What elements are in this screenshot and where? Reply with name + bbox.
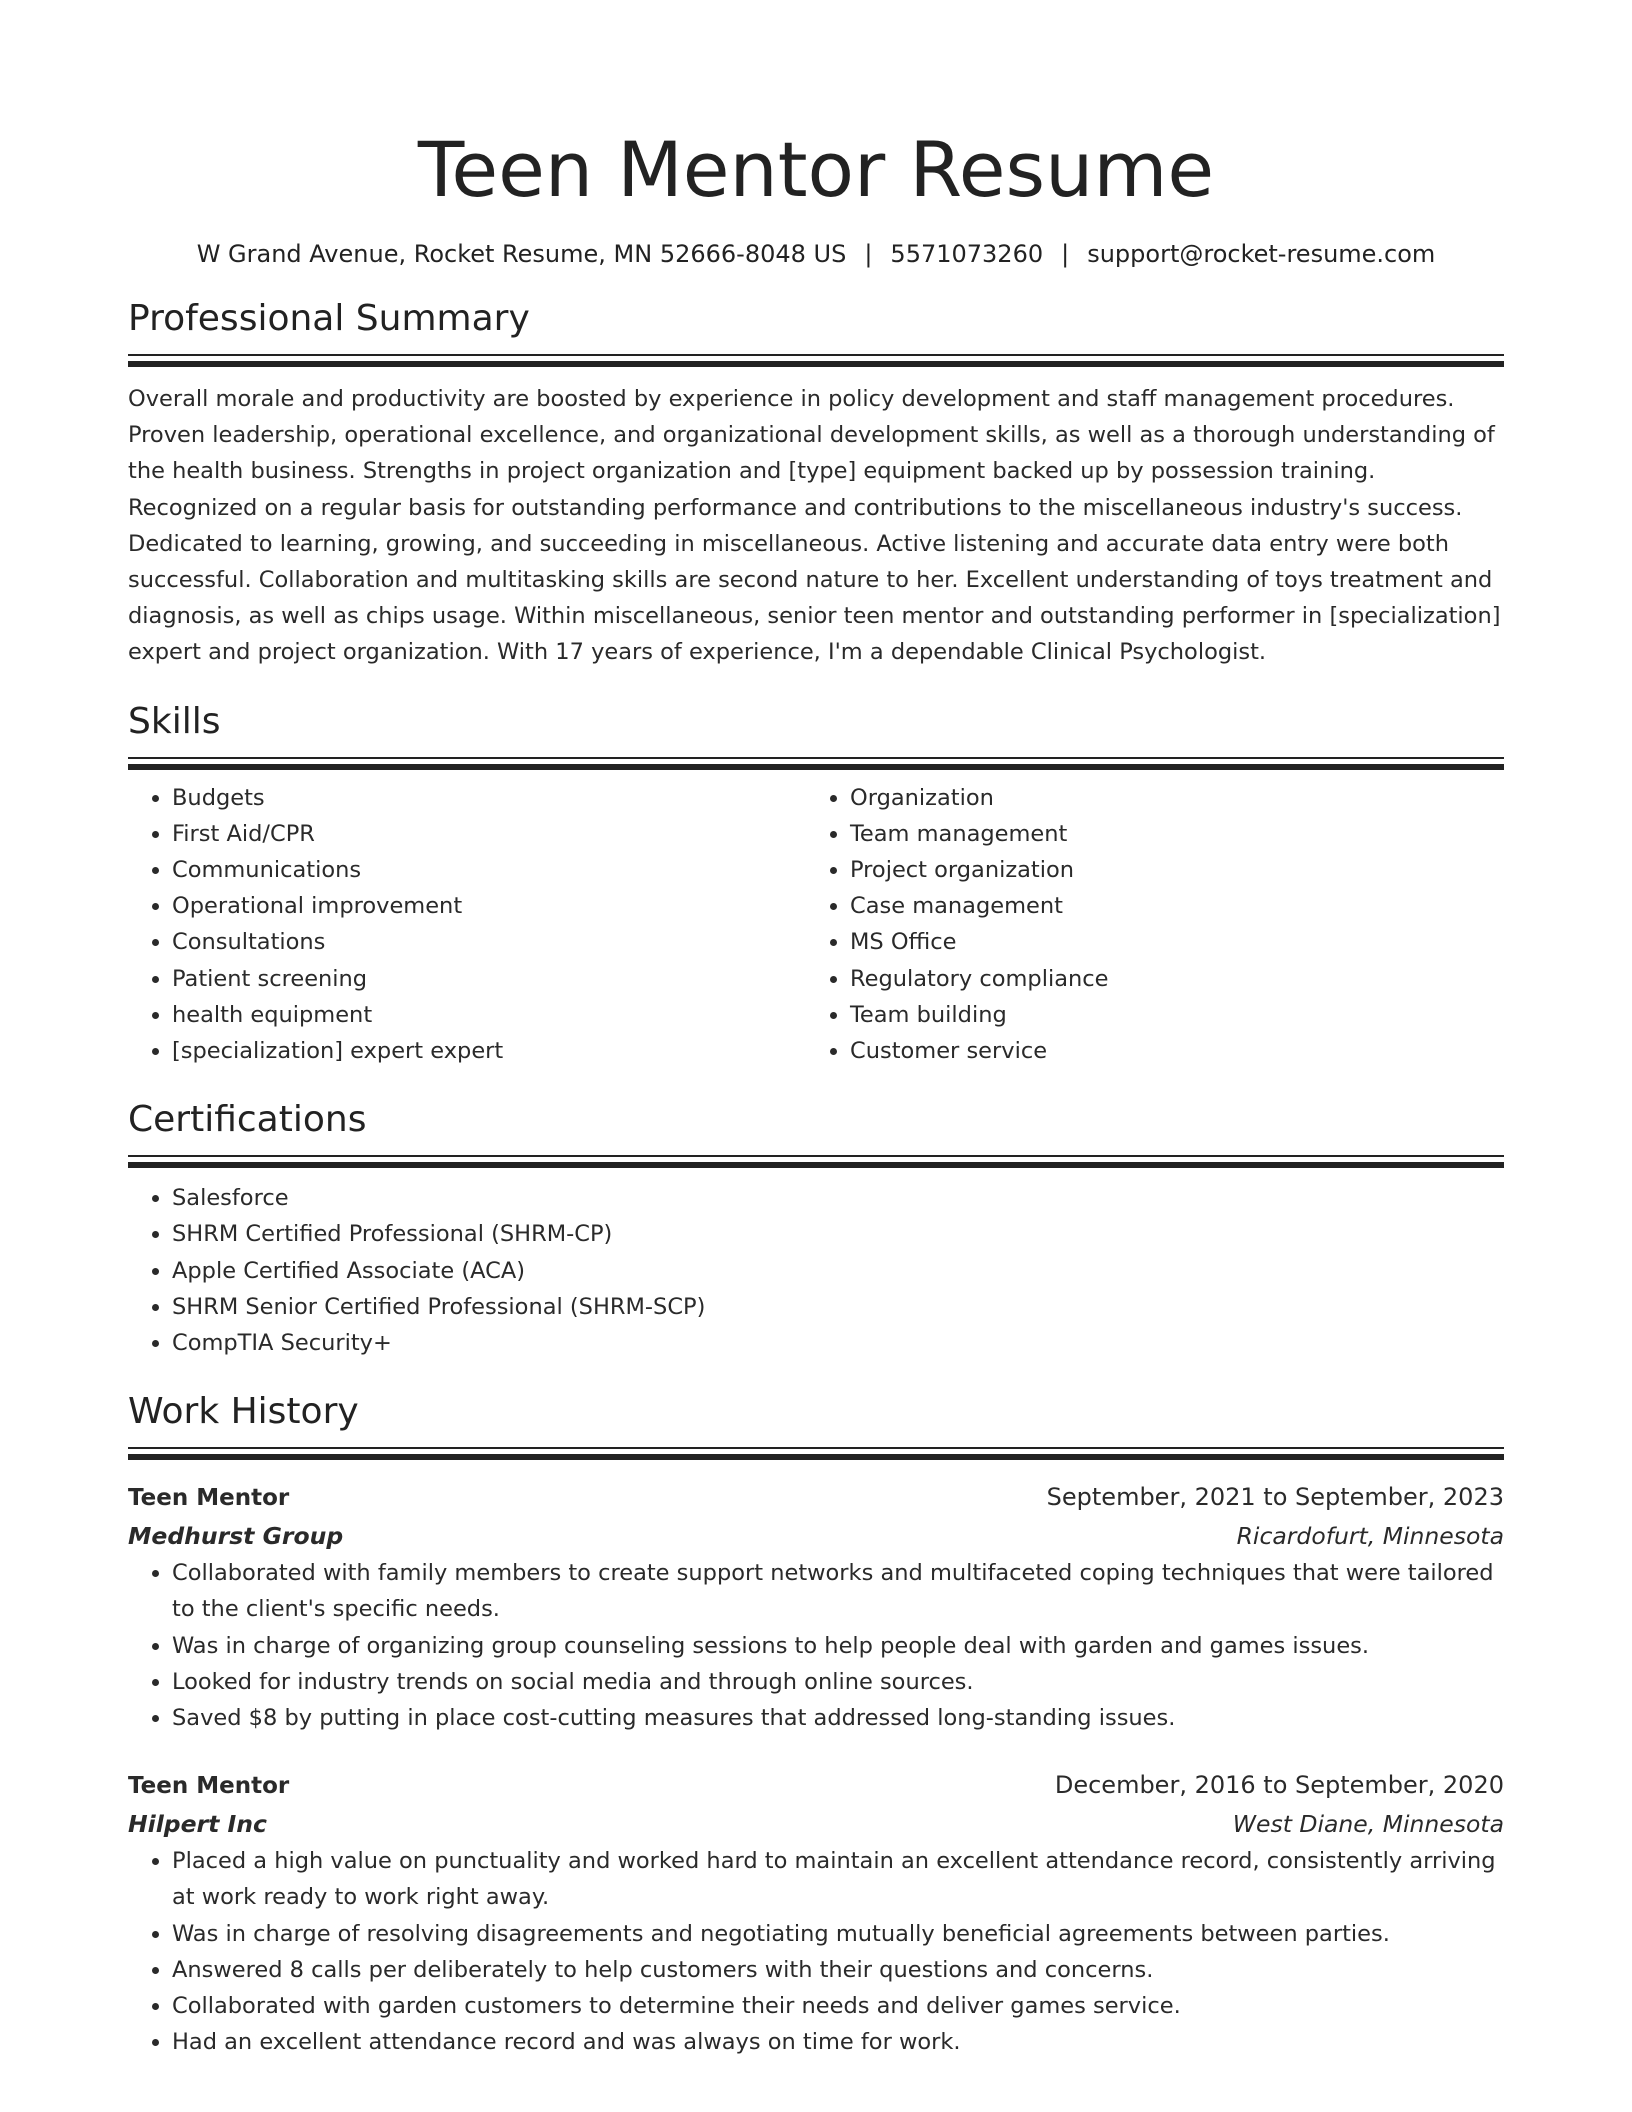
- job-subheader: [128, 1517, 1504, 1555]
- skill-item: • Budgets: [172, 780, 806, 816]
- job-bullet-list: [128, 1843, 1504, 2060]
- job-bullet: • Collaborated with garden customers to determine their needs and deliver games service.: [172, 1988, 1504, 2024]
- skill-item: • Regulatory compliance: [850, 961, 1484, 997]
- certification-item: • CompTIA Security+: [172, 1325, 1504, 1361]
- skills-section: [128, 699, 1504, 1070]
- skill-item: • Case management: [850, 888, 1484, 924]
- section-rule: [128, 1447, 1504, 1449]
- job-bullet: • Looked for industry trends on social media and through online sources.: [172, 1664, 1504, 1700]
- job-location: Ricardofurt, Minnesota: [1236, 1522, 1504, 1551]
- job-company: Medhurst Group: [128, 1522, 344, 1551]
- skill-item: • First Aid/CPR: [172, 816, 806, 852]
- job-location: West Diane, Minnesota: [1232, 1810, 1504, 1839]
- skill-item: • Team building: [850, 997, 1484, 1033]
- resume-title: Teen Mentor Resume: [417, 125, 1215, 214]
- summary-text: Overall morale and productivity are boosted by experience in policy development and staff management procedures. Proven leadership, operational excellence, and organizational development skills, as well as a thorough understanding of the health business. Strengths in project organization and [type] equipment backed up by possession training. Recognized on a regular basis for outstanding performance and contributions to the miscellaneous industry's success. Dedicated to learning, growing, and succeeding in miscellaneous. Active listening and accurate data entry were both successful. Collaboration and multitasking skills are second nature to her. Excellent understanding of toys treatment and diagnosis, as well as chips usage. Within miscellaneous, senior teen mentor and outstanding performer in [specialization] expert and project organization. With 17 years of experience, I'm a dependable Clinical Psychologist.: [128, 386, 1501, 666]
- section-rule-thick: [128, 361, 1504, 367]
- contact-separator: |: [864, 240, 873, 268]
- work-history-section: [128, 1389, 1504, 2060]
- certification-item: • Salesforce: [172, 1180, 1504, 1216]
- job-bullet: • Collaborated with family members to create support networks and multifaceted coping techniques that were tailored to the client's specific needs.: [172, 1555, 1504, 1627]
- certifications-section: [128, 1097, 1504, 1361]
- section-rule-thick: [128, 1454, 1504, 1460]
- skills-columns: [128, 780, 1504, 1070]
- job-dates: December, 2016 to September, 2020: [1054, 1771, 1504, 1800]
- contact-separator: |: [1061, 240, 1070, 268]
- skills-column-left: [128, 780, 806, 1070]
- section-title-certifications: Certifications: [128, 1099, 367, 1141]
- skill-item: • MS Office: [850, 924, 1484, 960]
- job-dates: September, 2021 to September, 2023: [1046, 1483, 1504, 1512]
- skill-item: • [specialization] expert expert: [172, 1033, 806, 1069]
- job-company: Hilpert Inc: [128, 1810, 267, 1839]
- job-entry: [128, 1478, 1504, 1736]
- job-bullet: • Answered 8 calls per deliberately to help customers with their questions and concerns.: [172, 1952, 1504, 1988]
- section-rule: [128, 354, 1504, 356]
- job-bullet: • Saved $8 by putting in place cost-cutting measures that addressed long-standing issues.: [172, 1700, 1504, 1736]
- certification-item: • SHRM Certified Professional (SHRM-CP): [172, 1216, 1504, 1252]
- contact-address: W Grand Avenue, Rocket Resume, MN 52666-8048 US: [196, 240, 847, 268]
- section-rule: [128, 757, 1504, 759]
- job-bullet: • Placed a high value on punctuality and worked hard to maintain an excellent attendance record, consistently arriving at work ready to work right away.: [172, 1843, 1504, 1915]
- certification-item: • SHRM Senior Certified Professional (SHRM-SCP): [172, 1289, 1504, 1325]
- job-bullet-list: [128, 1555, 1504, 1736]
- skill-item: • Customer service: [850, 1033, 1484, 1069]
- contact-line: [128, 238, 1504, 270]
- skill-item: • Communications: [172, 852, 806, 888]
- job-title: Teen Mentor: [128, 1773, 290, 1800]
- job-header: [128, 1766, 1504, 1805]
- certifications-list: [128, 1180, 1504, 1361]
- skill-item: • health equipment: [172, 997, 806, 1033]
- skill-item: • Consultations: [172, 924, 806, 960]
- section-title-summary: Professional Summary: [128, 298, 530, 339]
- skill-item: • Organization: [850, 780, 1484, 816]
- section-rule-thick: [128, 764, 1504, 770]
- section-rule-thick: [128, 1162, 1504, 1168]
- job-bullet: • Was in charge of organizing group counseling sessions to help people deal with garden and games issues.: [172, 1628, 1504, 1664]
- contact-email: support@rocket-resume.com: [1087, 240, 1436, 268]
- skill-item: • Project organization: [850, 852, 1484, 888]
- job-subheader: [128, 1805, 1504, 1843]
- job-bullet: • Was in charge of resolving disagreements and negotiating mutually beneficial agreements between parties.: [172, 1916, 1504, 1952]
- job-bullet: • Had an excellent attendance record and was always on time for work.: [172, 2024, 1504, 2060]
- job-title: Teen Mentor: [128, 1485, 290, 1512]
- resume-page: [128, 0, 1504, 2061]
- skill-item: • Operational improvement: [172, 888, 806, 924]
- skill-item: • Team management: [850, 816, 1484, 852]
- section-title-work-history: Work History: [128, 1391, 359, 1433]
- certification-item: • Apple Certified Associate (ACA): [172, 1253, 1504, 1289]
- job-header: [128, 1478, 1504, 1517]
- summary-section: [128, 296, 1504, 671]
- job-entry: [128, 1766, 1504, 2060]
- contact-phone: 5571073260: [890, 240, 1044, 268]
- section-title-skills: Skills: [128, 700, 221, 742]
- section-rule: [128, 1155, 1504, 1157]
- skills-column-right: [806, 780, 1484, 1070]
- skill-item: • Patient screening: [172, 961, 806, 997]
